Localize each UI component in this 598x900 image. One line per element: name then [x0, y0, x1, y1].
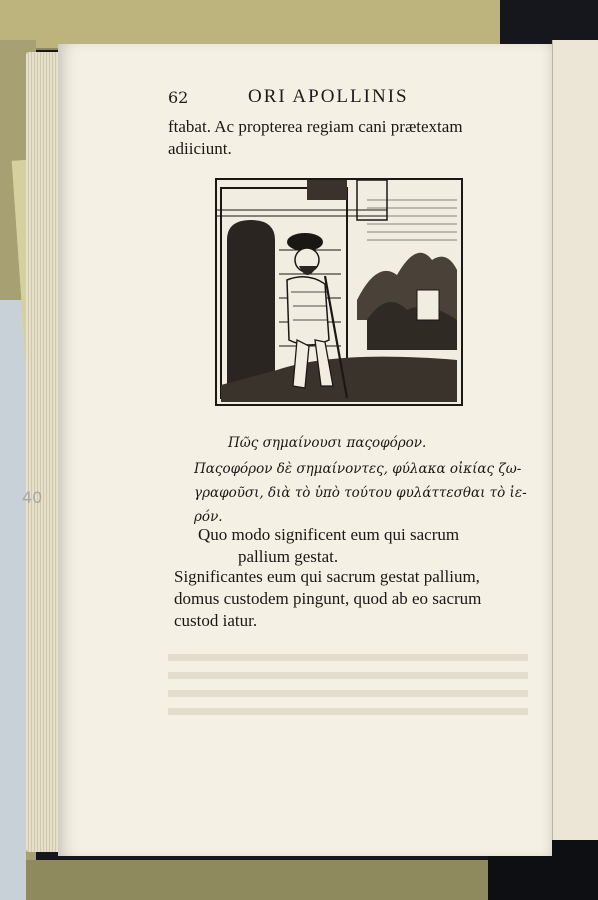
page-number: 62: [168, 88, 189, 107]
running-title: ORI APOLLINIS: [248, 86, 409, 107]
bleed-through-line: [168, 672, 528, 679]
page-edges: [26, 52, 62, 852]
greek-line-2: γραφοῦσι, διὰ τὸ ὑπὸ τούτου φυλάττεσθαι τὸ ἱε-: [194, 485, 527, 501]
binding-board: [0, 300, 26, 900]
woodcut-image: [217, 180, 461, 404]
woodcut-illustration: [215, 178, 463, 406]
latin-line-3: custod iatur.: [174, 611, 258, 630]
greek-heading: Πῶς σημαίνουσι παςοφόρον.: [228, 435, 427, 451]
latin-heading-line-2: pallium gestat.: [238, 547, 339, 566]
bleed-through-line: [168, 654, 528, 661]
book-page: [58, 44, 552, 856]
latin-heading-line-1: Quo modo significent eum qui sacrum: [198, 525, 460, 544]
greek-line-3: ρόν.: [194, 509, 223, 525]
facing-page: [552, 40, 598, 840]
latin-line-1: Significantes eum qui sacrum gestat pallium,: [174, 567, 480, 586]
bleed-through-line: [168, 708, 528, 715]
cloth-backdrop-bottom: [0, 860, 520, 900]
continuation-line-2: adiiciunt.: [168, 139, 232, 158]
greek-line-1: Παςοφόρον δὲ σημαίνοντες, φύλακα οἰκίας ζω-: [194, 461, 522, 477]
latin-line-2: domus custodem pingunt, quod ab eo sacrum: [174, 589, 482, 608]
pencil-margin-note: 40: [22, 488, 43, 507]
page-header: [58, 86, 552, 110]
bleed-through-line: [168, 690, 528, 697]
continuation-line-1: ftabat. Ac propterea regiam cani prætextam: [168, 117, 463, 136]
cloth-backdrop-top: [0, 0, 500, 50]
